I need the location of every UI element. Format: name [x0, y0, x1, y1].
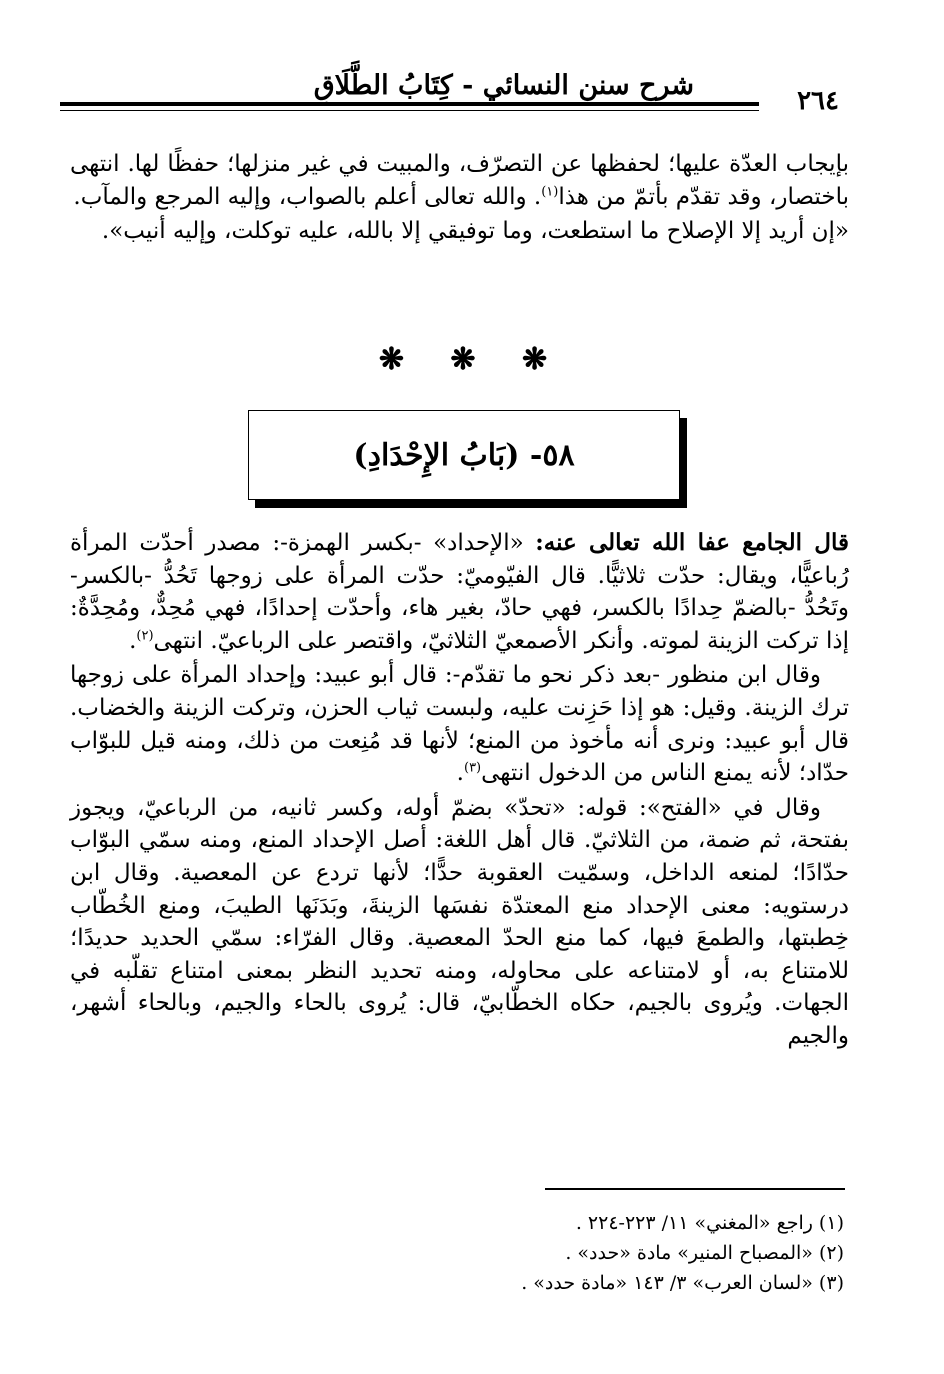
body-paragraph-1-tail: . — [129, 627, 137, 654]
footnote-ref-1: (١) — [541, 183, 559, 199]
body-paragraph-2-tail: . — [456, 760, 464, 787]
chapter-title: ٥٨- (بَابُ الإِحْدَادِ) — [353, 437, 575, 473]
top-paragraph-2 — [70, 215, 849, 248]
body-text-block — [70, 527, 849, 1053]
footnote-2: (٢) «المصباح المنير» مادة «حدد» . — [565, 1242, 844, 1264]
header-rule-thick — [60, 102, 849, 106]
body-paragraph-2-text: وقال ابن منظور -بعد ذكر نحو ما تقدّم-: قال أبو عبيد: وإحداد المرأة على زوجها ترك الزينة. وقيل: هو إذا حَزِنت عليه، ولبست ثياب الحزن، وتركت الزينة والخضاب. قال أبو عبيد: ونرى أنه مأخوذ من المنع؛ لأنها قد مُنِعت من ذلك، ومنه قيل للبوّاب حدّاد؛ لأنه يمنع الناس من الدخول انتهى — [70, 662, 849, 787]
header-rule-thin — [60, 110, 849, 111]
body-paragraph-1-text: «الإحداد» -بكسر الهمزة-: مصدر أحدّت المرأة رُباعيًّا، ويقال: حدّت ثلاثيًّا. قال الفيّوميّ: حدّت المرأة على زوجها تَحُدُّ -بالكسر- وتَحُدُّ -بالضمّ حِدادًا بالكسر، فهي حادّ، بغير هاء، وأحدّت إحدادًا، فهي مُحِدٌّ، ومُحِدَّةٌ: إذا تركت الزينة لموته. وأنكر الأصمعيّ الثلاثيّ، واقتصر على الرباعيّ. انتهى — [70, 530, 849, 654]
footnote-1: (١) راجع «المغني» ١١/ ٢٢٣-٢٢٤ . — [575, 1212, 844, 1234]
chapter-heading-box — [248, 410, 680, 500]
body-paragraph-1 — [70, 527, 849, 657]
footnote-ref-3: (٣) — [463, 760, 482, 776]
body-paragraph-3 — [70, 792, 849, 1053]
footnote-rule — [545, 1188, 845, 1190]
section-separator: ❋ ❋ ❋ — [378, 342, 566, 377]
top-paragraph-1-text: بإيجاب العدّة عليها؛ لحفظها عن التصرّف، والمبيت في غير منزلها؛ حفظًا لها. انتهى باختصار، وقد تقدّم بأتمّ من هذا — [70, 151, 849, 210]
top-text-block — [70, 148, 849, 248]
footnotes — [70, 1208, 844, 1298]
top-paragraph-2-text: «إن أريد إلا الإصلاح ما استطعت، وما توفيقي إلا بالله، عليه توكلت، وإليه أنيب». — [101, 218, 849, 245]
footnote-ref-2: (٢) — [136, 628, 154, 644]
body-paragraph-2 — [70, 659, 849, 789]
top-paragraph-1-tail: . والله تعالى أعلم بالصواب، وإليه المرجع والمآب. — [73, 183, 542, 210]
footnote-3: (٣) «لسان العرب» ٣/ ١٤٣ «مادة حدد» . — [521, 1272, 844, 1294]
body-paragraph-3-text: وقال في «الفتح»: قوله: «تحدّ» بضمّ أوله، وكسر ثانيه، من الرباعيّ، ويجوز بفتحة، ثم ضمة، من الثلاثيّ. قال أهل اللغة: أصل الإحداد المنع، ومنه سمّي البوّاب حدّادًا؛ لمنعه الداخل، وسمّيت العقوبة حدًّا؛ لأنها تردع عن المعصية. وقال ابن درستويه: معنى الإحداد منع المعتدّة نفسَها الزينةَ، وبَدَنَها الطيبَ، ومنع الخُطّاب خِطبتها، والطمعَ فيها، كما منع الحدّ المعصية. وقال الفرّاء: سمّي الحديد حديدًا؛ للامتناع به، أو لامتناعه على محاوله، ومنه تحديد النظر بمعنى امتناع تقلّبه في الجهات. ويُروى بالجيم، حكاه الخطّابيّ، قال: يُروى بالحاء والجيم، وبالحاء أشهر، والجيم — [70, 794, 849, 1049]
top-paragraph-1 — [70, 148, 849, 213]
page-number: ٢٦٤ — [797, 86, 839, 116]
author-lead: قال الجامع عفا الله تعالى عنه: — [535, 529, 849, 556]
running-title: شرح سنن النسائي - كِتَابُ الطَّلَاقِ — [313, 70, 694, 101]
page-header — [60, 70, 849, 118]
